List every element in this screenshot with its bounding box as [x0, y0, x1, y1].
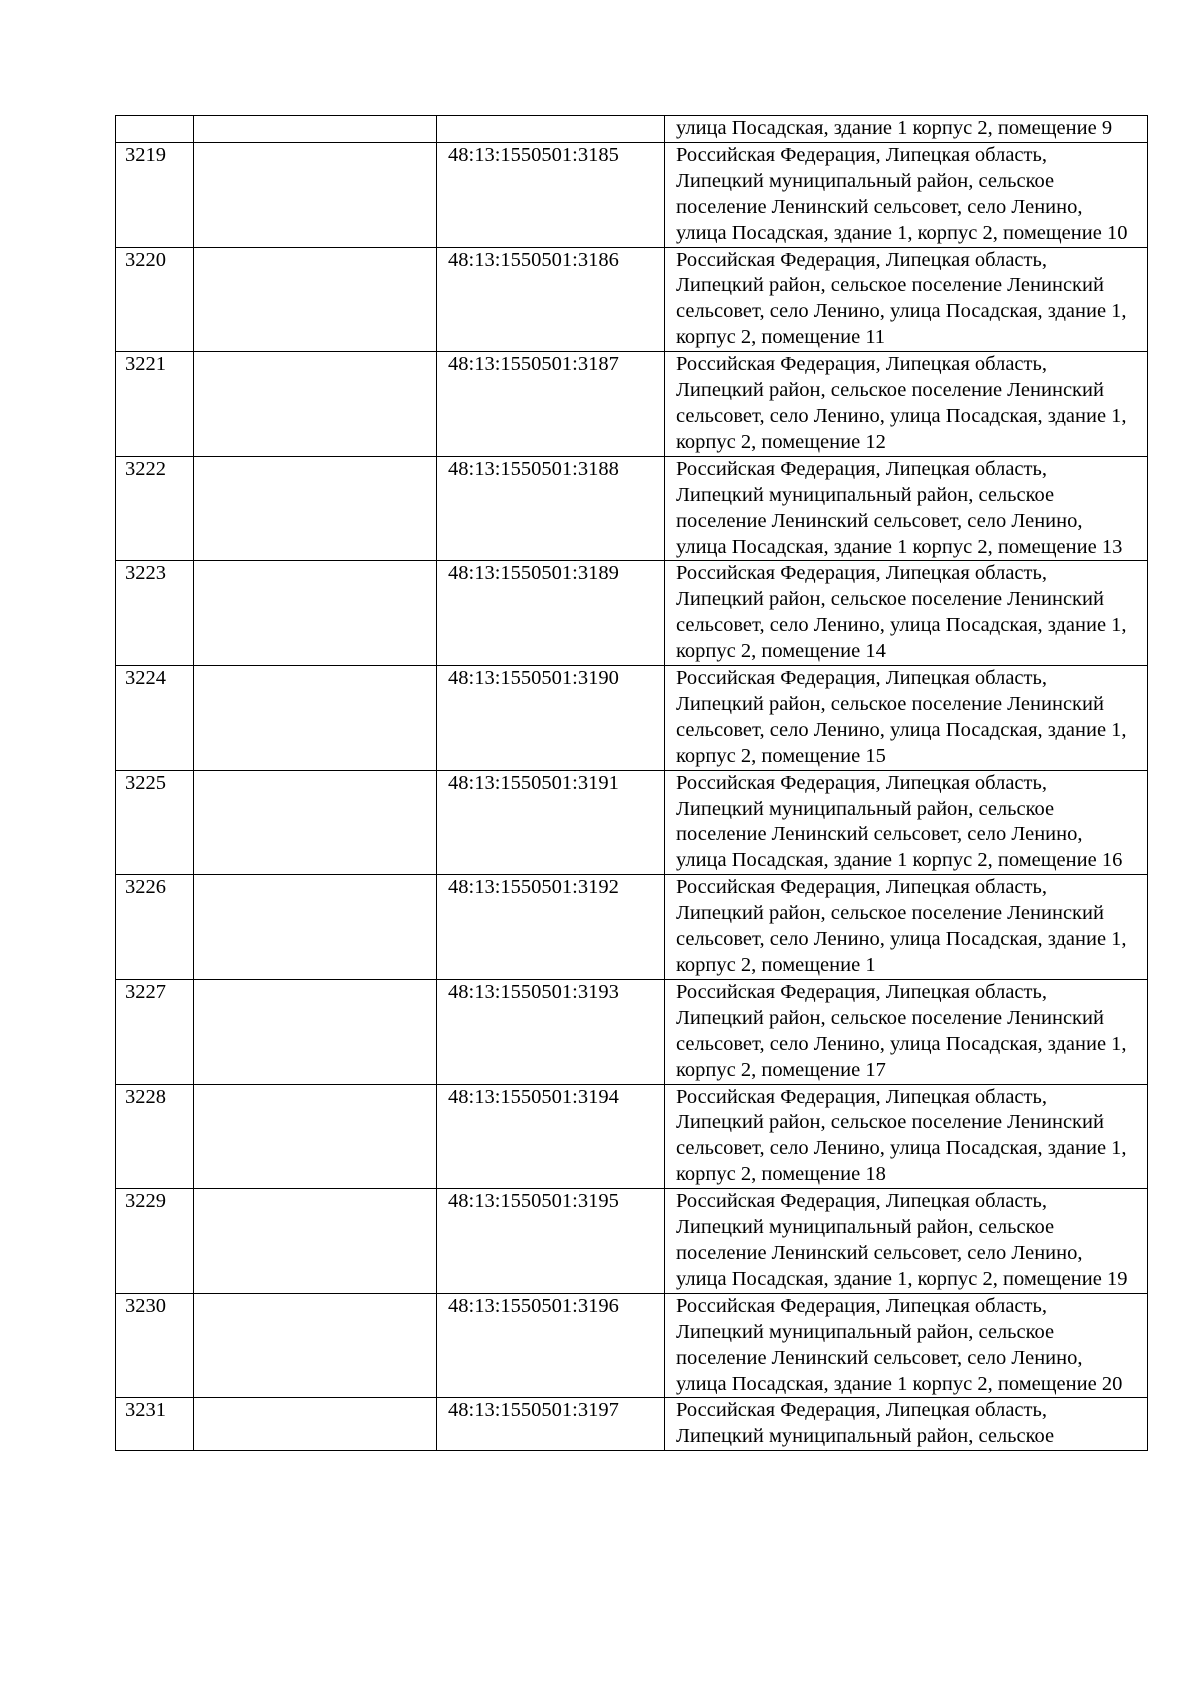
cadastral-number-cell: 48:13:1550501:3188: [437, 456, 665, 561]
row-number-cell: [116, 116, 194, 143]
table-row: [116, 142, 1148, 247]
property-table: [115, 115, 1148, 1451]
row-name-cell: [194, 1398, 437, 1451]
cadastral-number-cell: 48:13:1550501:3194: [437, 1084, 665, 1189]
address-cell: Российская Федерация, Липецкая область, Липецкий район, сельское поселение Ленинский сельсовет, село Ленино, улица Посадская, здание 1, корпус 2, помещение 1: [665, 875, 1148, 980]
cadastral-number-cell: [437, 116, 665, 143]
row-name-cell: [194, 1189, 437, 1294]
table-row: [116, 116, 1148, 143]
table-row: [116, 979, 1148, 1084]
table-row: [116, 770, 1148, 875]
row-name-cell: [194, 1293, 437, 1398]
cadastral-number-cell: 48:13:1550501:3196: [437, 1293, 665, 1398]
property-table-body: [116, 116, 1148, 1451]
row-name-cell: [194, 1084, 437, 1189]
row-number-cell: 3229: [116, 1189, 194, 1294]
row-name-cell: [194, 875, 437, 980]
table-row: [116, 1084, 1148, 1189]
cadastral-number-cell: 48:13:1550501:3195: [437, 1189, 665, 1294]
cadastral-number-cell: 48:13:1550501:3191: [437, 770, 665, 875]
row-name-cell: [194, 247, 437, 352]
cadastral-number-cell: 48:13:1550501:3186: [437, 247, 665, 352]
table-row: [116, 875, 1148, 980]
cadastral-number-cell: 48:13:1550501:3190: [437, 666, 665, 771]
row-number-cell: 3230: [116, 1293, 194, 1398]
row-number-cell: 3221: [116, 352, 194, 457]
table-row: [116, 666, 1148, 771]
row-name-cell: [194, 770, 437, 875]
row-number-cell: 3231: [116, 1398, 194, 1451]
address-cell: Российская Федерация, Липецкая область, Липецкий район, сельское поселение Ленинский сельсовет, село Ленино, улица Посадская, здание 1, корпус 2, помещение 18: [665, 1084, 1148, 1189]
table-row: [116, 1293, 1148, 1398]
row-number-cell: 3223: [116, 561, 194, 666]
table-row: [116, 247, 1148, 352]
row-number-cell: 3219: [116, 142, 194, 247]
address-cell: Российская Федерация, Липецкая область, Липецкий муниципальный район, сельское поселение Ленинский сельсовет, село Ленино, улица Посадская, здание 1 корпус 2, помещение 20: [665, 1293, 1148, 1398]
row-number-cell: 3224: [116, 666, 194, 771]
cadastral-number-cell: 48:13:1550501:3197: [437, 1398, 665, 1451]
row-number-cell: 3220: [116, 247, 194, 352]
address-cell: Российская Федерация, Липецкая область, Липецкий район, сельское поселение Ленинский сельсовет, село Ленино, улица Посадская, здание 1, корпус 2, помещение 15: [665, 666, 1148, 771]
row-name-cell: [194, 979, 437, 1084]
address-cell: Российская Федерация, Липецкая область, Липецкий муниципальный район, сельское поселение Ленинский сельсовет, село Ленино, улица Посадская, здание 1 корпус 2, помещение 13: [665, 456, 1148, 561]
row-name-cell: [194, 456, 437, 561]
address-cell: Российская Федерация, Липецкая область, Липецкий район, сельское поселение Ленинский сельсовет, село Ленино, улица Посадская, здание 1, корпус 2, помещение 12: [665, 352, 1148, 457]
row-name-cell: [194, 352, 437, 457]
address-cell: Российская Федерация, Липецкая область, Липецкий муниципальный район, сельское поселение Ленинский сельсовет, село Ленино, улица Посадская, здание 1, корпус 2, помещение 19: [665, 1189, 1148, 1294]
table-row: [116, 1189, 1148, 1294]
address-cell: Российская Федерация, Липецкая область, Липецкий район, сельское поселение Ленинский сельсовет, село Ленино, улица Посадская, здание 1, корпус 2, помещение 14: [665, 561, 1148, 666]
address-cell: улица Посадская, здание 1 корпус 2, помещение 9: [665, 116, 1148, 143]
cadastral-number-cell: 48:13:1550501:3187: [437, 352, 665, 457]
address-cell: Российская Федерация, Липецкая область, Липецкий район, сельское поселение Ленинский сельсовет, село Ленино, улица Посадская, здание 1, корпус 2, помещение 11: [665, 247, 1148, 352]
row-name-cell: [194, 142, 437, 247]
table-row: [116, 561, 1148, 666]
row-number-cell: 3227: [116, 979, 194, 1084]
table-row: [116, 456, 1148, 561]
address-cell: Российская Федерация, Липецкая область, Липецкий район, сельское поселение Ленинский сельсовет, село Ленино, улица Посадская, здание 1, корпус 2, помещение 17: [665, 979, 1148, 1084]
table-row: [116, 352, 1148, 457]
row-number-cell: 3228: [116, 1084, 194, 1189]
row-name-cell: [194, 116, 437, 143]
address-cell: Российская Федерация, Липецкая область, Липецкий муниципальный район, сельское поселение Ленинский сельсовет, село Ленино, улица Посадская, здание 1 корпус 2, помещение 16: [665, 770, 1148, 875]
row-number-cell: 3222: [116, 456, 194, 561]
cadastral-number-cell: 48:13:1550501:3189: [437, 561, 665, 666]
row-name-cell: [194, 666, 437, 771]
cadastral-number-cell: 48:13:1550501:3192: [437, 875, 665, 980]
cadastral-number-cell: 48:13:1550501:3185: [437, 142, 665, 247]
row-number-cell: 3225: [116, 770, 194, 875]
table-row: [116, 1398, 1148, 1451]
cadastral-number-cell: 48:13:1550501:3193: [437, 979, 665, 1084]
address-cell: Российская Федерация, Липецкая область, Липецкий муниципальный район, сельское поселение Ленинский сельсовет, село Ленино, улица Посадская, здание 1, корпус 2, помещение 10: [665, 142, 1148, 247]
address-cell: Российская Федерация, Липецкая область, Липецкий муниципальный район, сельское: [665, 1398, 1148, 1451]
row-number-cell: 3226: [116, 875, 194, 980]
row-name-cell: [194, 561, 437, 666]
